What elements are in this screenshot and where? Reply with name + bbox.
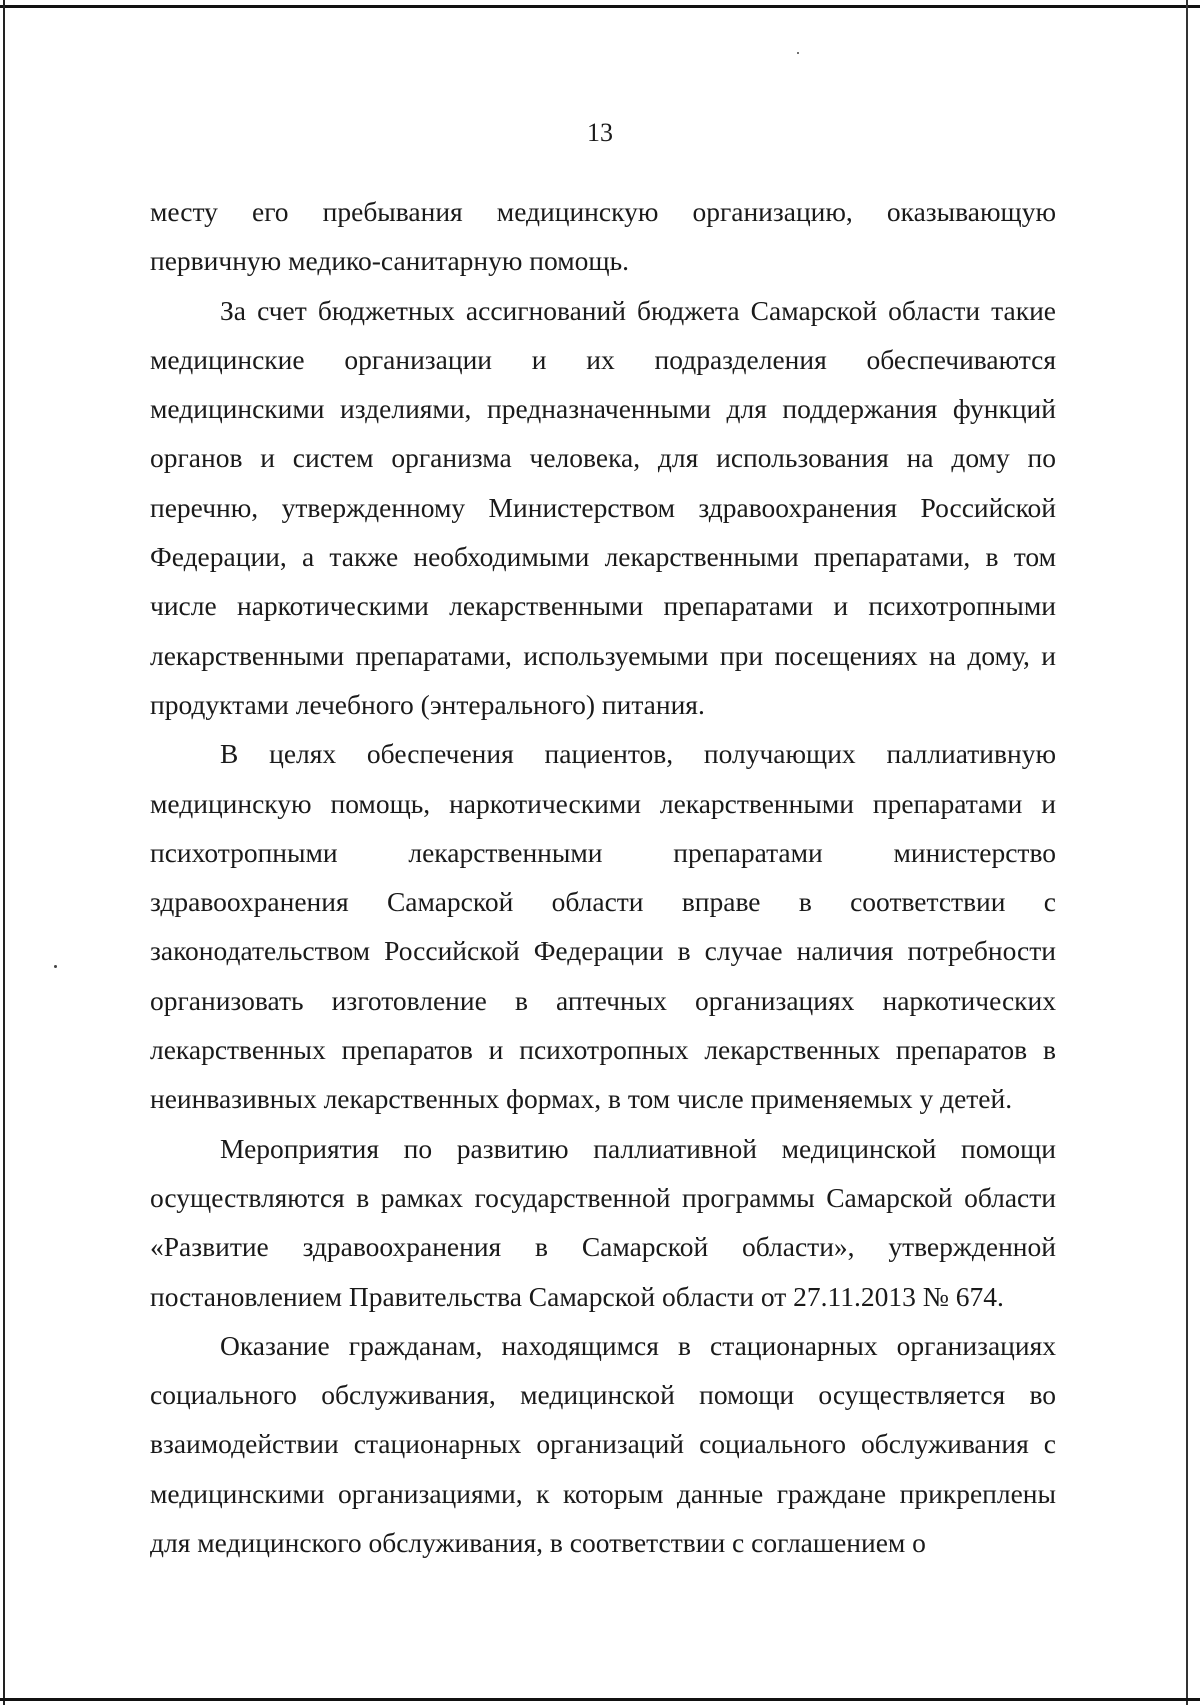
document-body	[150, 187, 1056, 1567]
paragraph: Мероприятия по развитию паллиативной медицинской помощи осуществляются в рамках государственной программы Самарской области «Развитие здравоохранения в Самарской области», утвержденной постановлением Правительства Самарской области от 27.11.2013 № 674.	[150, 1132, 1056, 1312]
scan-speck	[797, 52, 799, 54]
scan-border-left	[3, 0, 5, 1705]
scan-border-bottom	[0, 1698, 1200, 1701]
scan-speck	[54, 965, 57, 968]
scan-border-right	[1186, 0, 1188, 1705]
paragraph: В целях обеспечения пациентов, получающих паллиативную медицинскую помощь, наркотическими лекарственными препаратами и психотропными лекарственными препаратами министерство здравоохранения Самарской области вправе в соответствии с законодательством Российской Федерации в случае наличия потребности организовать изготовление в аптечных организациях наркотических лекарственных препаратов и психотропных лекарственных препаратов в неинвазивных лекарственных формах, в том числе применяемых у детей.	[150, 738, 1056, 1115]
paragraph: За счет бюджетных ассигнований бюджета Самарской области такие медицинские организации и их подразделения обеспечиваются медицинскими изделиями, предназначенными для поддержания функций органов и систем организма человека, для использования на дому по перечню, утвержденному Министерством здравоохранения Российской Федерации, а также необходимыми лекарственными препаратами, в том числе наркотическими лекарственными препаратами и психотропными лекарственными препаратами, используемыми при посещениях на дому, и продуктами лечебного (энтерального) питания.	[150, 294, 1056, 720]
scan-border-top	[0, 5, 1200, 8]
paragraph: Оказание гражданам, находящимся в стационарных организациях социального обслуживания, медицинской помощи осуществляется во взаимодействии стационарных организаций социального обслуживания с медицинскими организациями, к которым данные граждане прикреплены для медицинского обслуживания, в соответствии с соглашением о	[150, 1329, 1056, 1559]
page-number: 13	[587, 118, 613, 147]
paragraph: месту его пребывания медицинскую организацию, оказывающую первичную медико-санитарную помощь.	[150, 196, 1056, 277]
